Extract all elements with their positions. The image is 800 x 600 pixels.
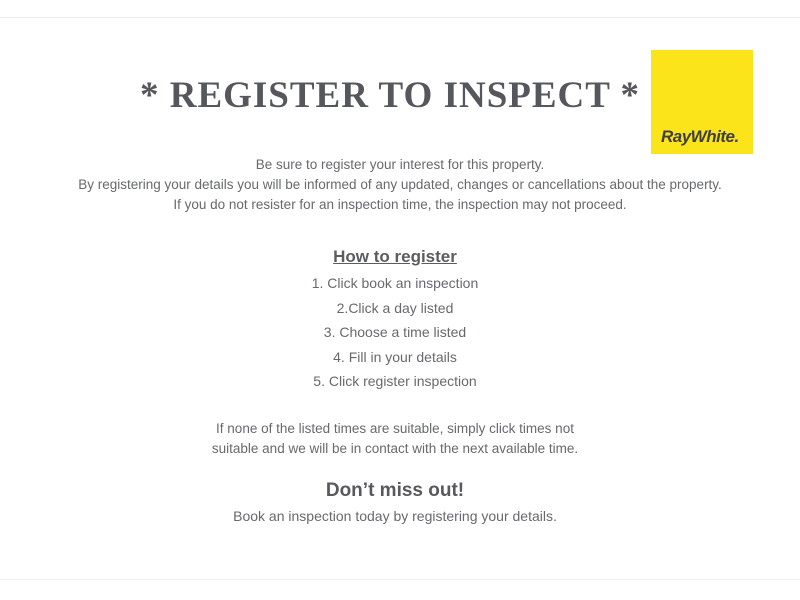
- register-steps-list: [0, 271, 790, 394]
- note-line-2: suitable and we will be in contact with the next available time.: [211, 440, 579, 456]
- register-step-1: 1. Click book an inspection: [311, 275, 479, 291]
- intro-paragraph: [0, 155, 800, 215]
- cta-text: Book an inspection today by registering your details.: [233, 508, 557, 524]
- note-line-1: If none of the listed times are suitable, simply click times not: [216, 421, 574, 436]
- top-divider: [0, 17, 800, 18]
- how-to-register-heading: How to register: [333, 247, 457, 266]
- cta-heading: Don’t miss out!: [325, 480, 465, 501]
- raywhite-logo-text: RayWhite.: [661, 127, 739, 146]
- times-not-suitable-note: [0, 419, 790, 458]
- intro-line-1: Be sure to register your interest for this property.: [255, 157, 545, 172]
- register-step-3: 3. Choose a time listed: [323, 324, 467, 341]
- raywhite-logo: [651, 50, 753, 154]
- register-step-5: 5. Click register inspection: [313, 373, 477, 390]
- bottom-divider: [0, 579, 800, 580]
- page-title: * REGISTER TO INSPECT *: [139, 75, 641, 116]
- intro-line-3: If you do not resister for an inspection time, the inspection may not proceed.: [173, 197, 627, 212]
- register-step-2: 2.Click a day listed: [336, 299, 454, 316]
- intro-line-2: By registering your details you will be informed of any updated, changes or cancellations about the property.: [78, 177, 722, 192]
- register-step-4: 4. Fill in your details: [333, 348, 457, 365]
